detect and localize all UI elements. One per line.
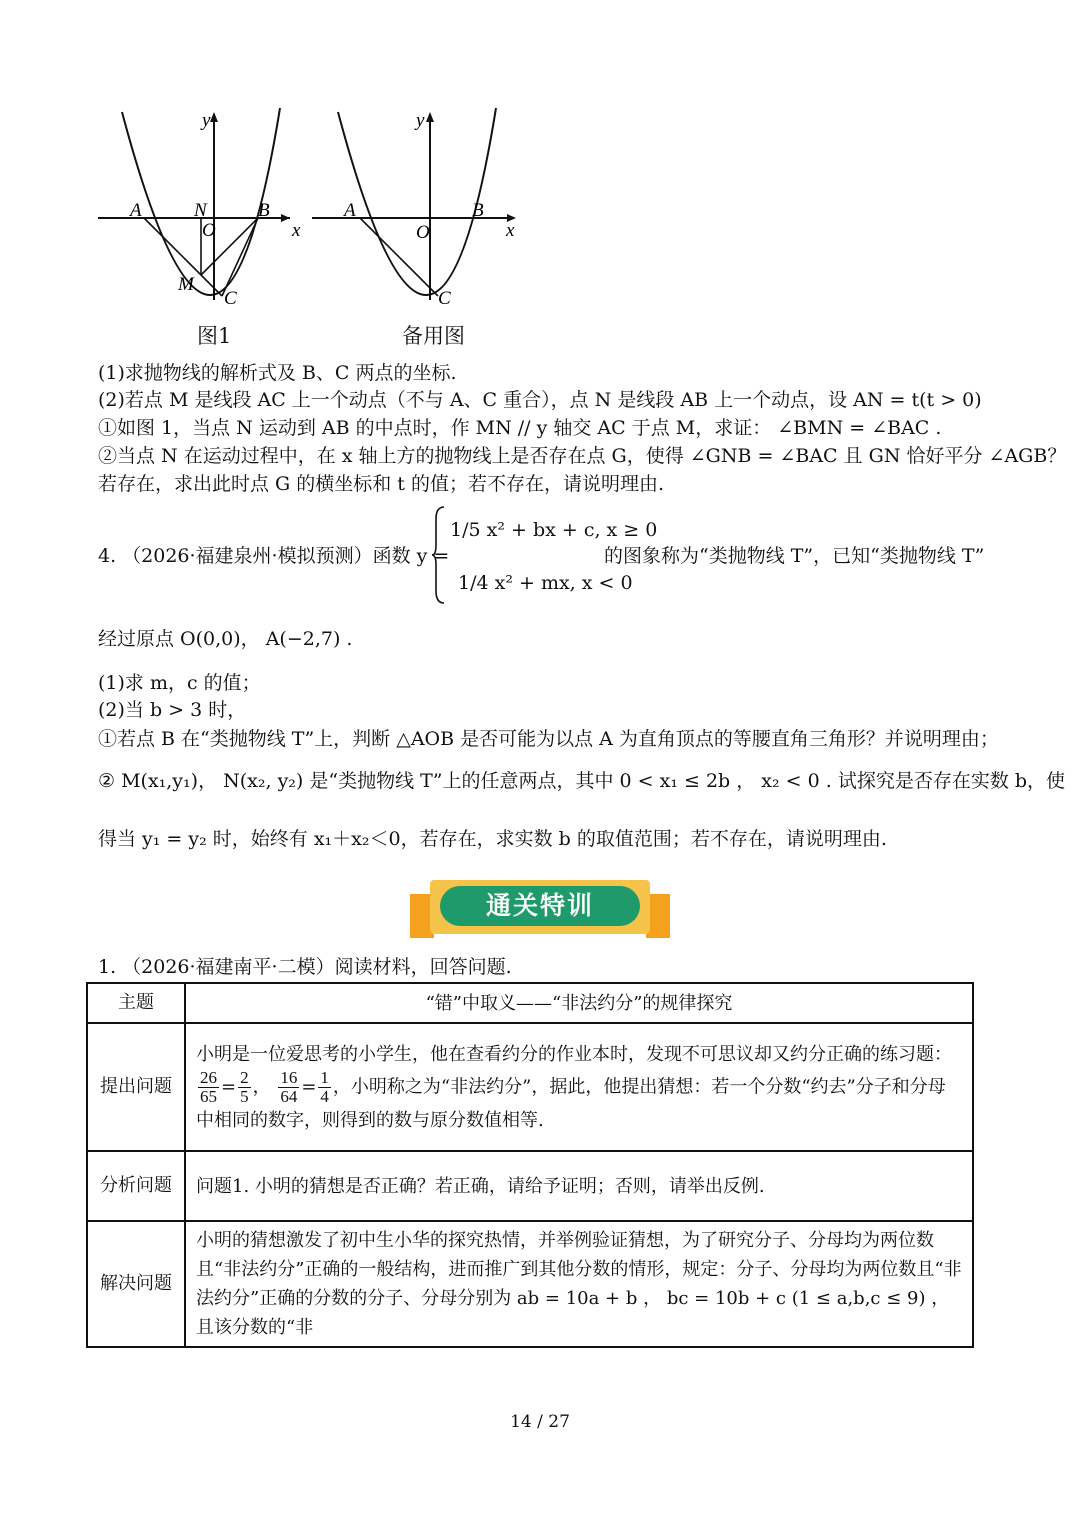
- p4-piece-2: 1/4 x² + mx, x < 0: [458, 572, 633, 594]
- p3-question-1: (1)求抛物线的解析式及 B、C 两点的坐标.: [98, 362, 457, 384]
- p3-question-2-2-cont: 若存在，求出此时点 G 的横坐标和 t 的值；若不存在，请说明理由.: [98, 473, 665, 495]
- fraction-1-4: $\frac{1}{4}$: [320, 1067, 329, 1106]
- label-O-1: O: [202, 220, 216, 241]
- p4-question-2-2: ② M(x₁,y₁)， N(x₂, y₂) 是“类抛物线 T”上的任意两点，其中 0 < x₁ ≤ 2b ， x₂ < 0 . 试探究是否存在实数 b，使: [98, 770, 1066, 792]
- p3-question-2-2: ②当点 N 在运动过程中，在 x 轴上方的抛物线上是否存在点 G，使得 ∠GNB = ∠BAC 且 GN 恰好平分 ∠AGB？: [98, 445, 1067, 467]
- label-x-2: x: [506, 220, 515, 241]
- p4-question-2-2-cont: 得当 y₁ = y₂ 时，始终有 x₁＋x₂＜0，若存在，求实数 b 的取值范围；若不存在，请说明理由.: [98, 828, 887, 850]
- figure-1-caption: 图1: [197, 324, 232, 348]
- solve-line-1: 小明的猜想激发了初中生小华的探究热情，并举例验证猜想，为了研究分子、分母均为两位数: [196, 1230, 934, 1251]
- figure-2-caption: 备用图: [402, 324, 465, 348]
- p4-question-1: (1)求 m，c 的值；: [98, 672, 261, 694]
- figure-1: [98, 108, 301, 309]
- banner-title: 通关特训: [440, 886, 640, 926]
- label-y-1: y: [202, 110, 211, 131]
- p4-tail: 的图象称为“类抛物线 T”，已知“类抛物线 T”: [604, 545, 985, 567]
- question-line-2: $\frac{26}{65}$ = $\frac{2}{5}$ ， $\frac{16}{64}$ = $\frac{1}{4}$ ，小明称之为“非法约分”，据此，他提出猜想：若一个分数“约去”分子和分母: [200, 1067, 946, 1106]
- p4-question-2-1: ①若点 B 在“类抛物线 T”上，判断 △AOB 是否可能为以点 A 为直角顶点的等腰直角三角形？并说明理由；: [98, 728, 999, 750]
- label-N-1: N: [194, 200, 207, 221]
- row-head-topic: 主题: [87, 983, 185, 1023]
- p4-piece-1: 1/5 x² + bx + c, x ≥ 0: [450, 519, 658, 541]
- row-content-analysis: 问题1. 小明的猜想是否正确？若正确，请给予证明；否则，请举出反例.: [185, 1151, 973, 1221]
- question-line-3: 中相同的数字，则得到的数与原分数值相等.: [196, 1109, 544, 1131]
- training-banner: [410, 880, 670, 938]
- question-line-2-text: ，小明称之为“非法约分”，据此，他提出猜想：若一个分数“约去”分子和分母: [332, 1076, 946, 1097]
- banner-frame: [430, 880, 650, 934]
- p3-question-2-1: ①如图 1，当点 N 运动到 AB 的中点时，作 MN // y 轴交 AC 于点 M，求证： ∠BMN = ∠BAC .: [98, 417, 942, 439]
- label-y-2: y: [416, 110, 425, 131]
- piecewise-brace: [432, 505, 446, 605]
- label-B-1: B: [258, 200, 270, 221]
- figure-2: [312, 108, 516, 309]
- question-line-1: 小明是一位爱思考的小学生，他在查看约分的作业本时，发现不可思议却又约分正确的练习题：: [196, 1043, 952, 1065]
- p3-question-2: (2)若点 M 是线段 AC 上一个动点（不与 A、C 重合），点 N 是线段 AB 上一个动点，设 AN = t(t > 0): [98, 389, 982, 411]
- row-head-solve: 解决问题: [87, 1221, 185, 1347]
- fraction-16-64: $\frac{16}{64}$: [280, 1067, 298, 1106]
- table-row: [87, 1151, 973, 1221]
- table-row: [87, 983, 973, 1023]
- p4-passes: 经过原点 O(0,0)， A(−2,7) .: [98, 628, 353, 650]
- material-table: [86, 982, 974, 1348]
- label-O-2: O: [416, 222, 430, 243]
- label-A-2: A: [344, 200, 356, 221]
- page-number: 14 / 27: [510, 1412, 570, 1432]
- label-C-2: C: [438, 288, 451, 309]
- training-1-intro: 1. （2026·福建南平·二模）阅读材料，回答问题.: [98, 956, 512, 978]
- p4-lead: 4. （2026·福建泉州·模拟预测）函数 y =: [98, 545, 450, 567]
- table-row: [87, 1221, 973, 1347]
- solve-line-3: 法约分”正确的分数的分子、分母分别为 ab = 10a + b ， bc = 10b + c (1 ≤ a,b,c ≤ 9) ，且该分数的“非: [196, 1288, 950, 1338]
- row-content-solve: [185, 1221, 973, 1347]
- row-content-question: [185, 1023, 973, 1151]
- solve-line-2: 且“非法约分”正确的一般结构，进而推广到其他分数的情形，规定：分子、分母均为两位数且“非: [196, 1259, 962, 1280]
- fraction-2-5: $\frac{2}{5}$: [240, 1067, 249, 1106]
- label-B-2: B: [472, 200, 484, 221]
- label-x-1: x: [292, 220, 301, 241]
- label-A-1: A: [130, 200, 142, 221]
- label-M-1: M: [178, 274, 194, 295]
- p4-question-2: (2)当 b > 3 时，: [98, 699, 247, 721]
- row-content-topic: “错”中取义——“非法约分”的规律探究: [185, 983, 973, 1023]
- table-row: [87, 1023, 973, 1151]
- row-head-question: 提出问题: [87, 1023, 185, 1151]
- label-C-1: C: [224, 288, 237, 309]
- fraction-26-65: $\frac{26}{65}$: [200, 1067, 217, 1106]
- row-head-analysis: 分析问题: [87, 1151, 185, 1221]
